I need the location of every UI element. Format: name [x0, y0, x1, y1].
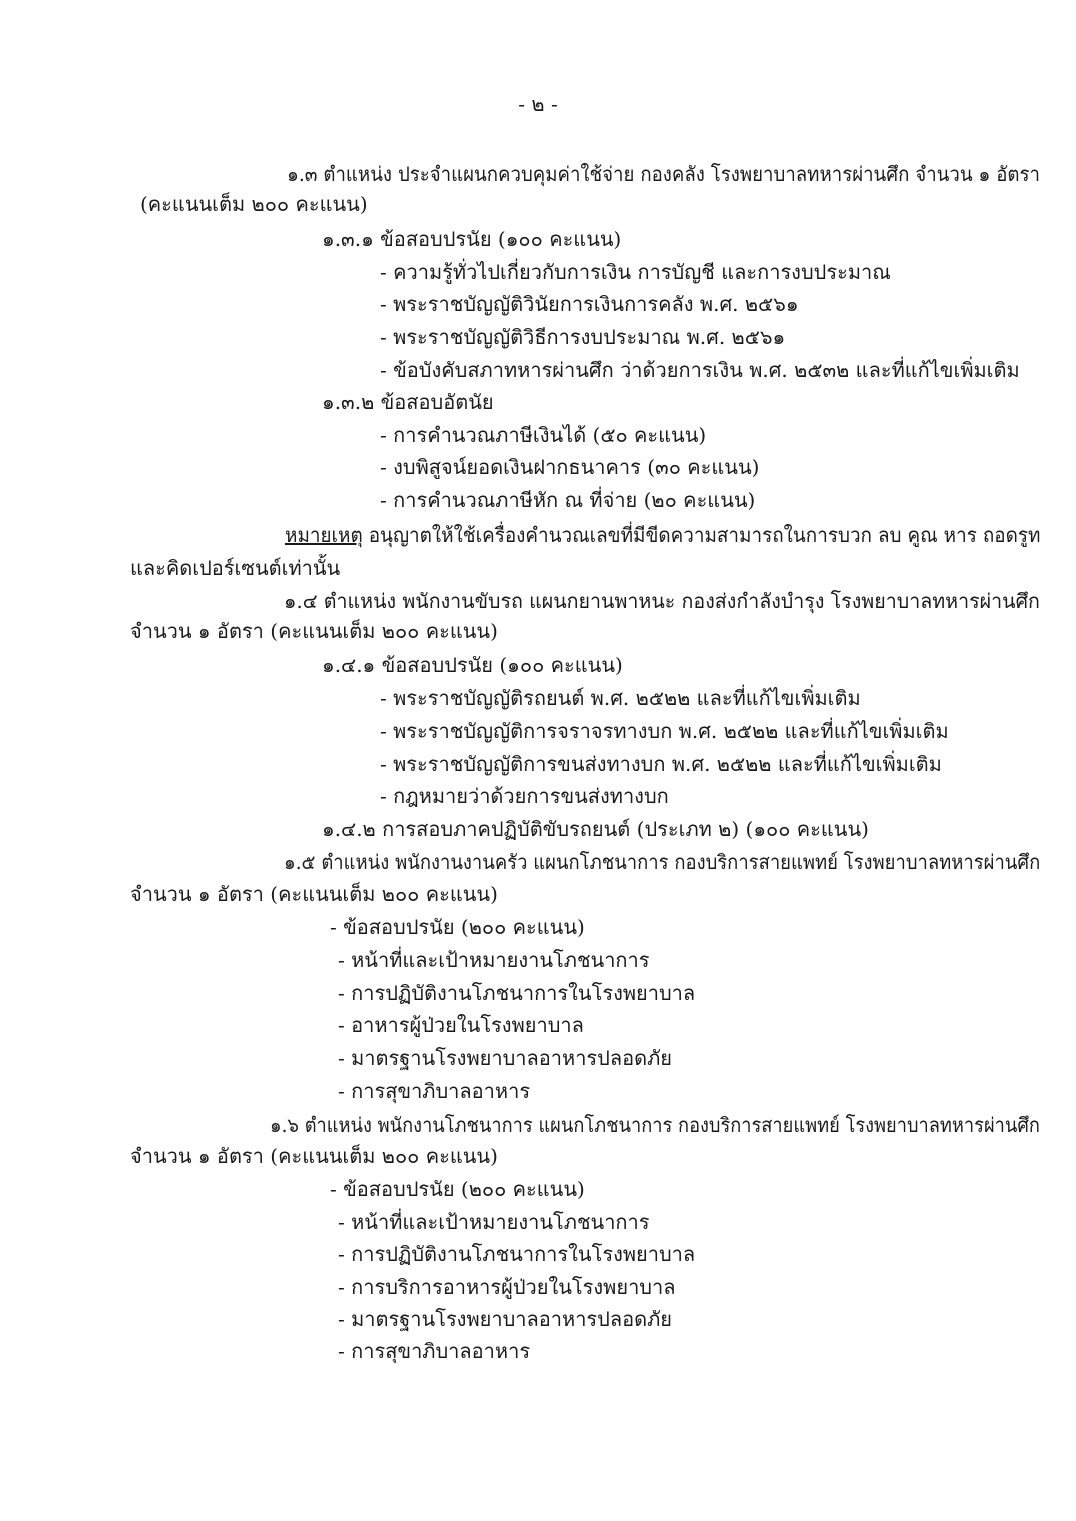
- sec16-subsection-1: - ข้อสอบปรนัย (๒๐๐ คะแนน): [330, 1177, 585, 1201]
- sec13-heading-cont: (คะแนนเต็ม ๒๐๐ คะแนน): [140, 192, 368, 216]
- sec15-heading: ๑.๕ ตำแหน่ง พนักงานงานครัว แผนกโภชนาการ กองบริการสายแพทย์ โรงพยาบาลทหารผ่านศึก: [284, 850, 1041, 874]
- list-item: - การสุขาภิบาลอาหาร: [338, 1339, 531, 1363]
- sec13-subsection-2: ๑.๓.๒ ข้อสอบอัตนัย: [322, 390, 494, 414]
- list-item: - ข้อบังคับสภาทหารผ่านศึก ว่าด้วยการเงิน พ.ศ. ๒๕๓๒ และที่แก้ไขเพิ่มเติม: [380, 358, 1020, 382]
- sec14-subsection-2: ๑.๔.๒ การสอบภาคปฏิบัติขับรถยนต์ (ประเภท ๒) (๑๐๐ คะแนน): [322, 817, 869, 841]
- sec13-subsection-1: ๑.๓.๑ ข้อสอบปรนัย (๑๐๐ คะแนน): [322, 227, 622, 251]
- note-line-cont: และคิดเปอร์เซนต์เท่านั้น: [130, 556, 341, 580]
- list-item: - การปฏิบัติงานโภชนาการในโรงพยาบาล: [338, 1242, 696, 1266]
- note-text: อนุญาตให้ใช้เครื่องคำนวณเลขที่มีขีดความสามารถในการบวก ลบ คูณ หาร ถอดรูท: [368, 523, 1041, 547]
- note-label: หมายเหตุ: [285, 523, 363, 547]
- list-item: - พระราชบัญญัติวินัยการเงินการคลัง พ.ศ. ๒๕๖๑: [380, 292, 799, 316]
- list-item: - งบพิสูจน์ยอดเงินฝากธนาคาร (๓๐ คะแนน): [380, 455, 760, 479]
- sec15-subsection-1: - ข้อสอบปรนัย (๒๐๐ คะแนน): [330, 915, 585, 939]
- list-item: - การสุขาภิบาลอาหาร: [338, 1079, 531, 1103]
- list-item: - หน้าที่และเป้าหมายงานโภชนาการ: [338, 948, 650, 972]
- page-number: - ๒ -: [518, 92, 558, 116]
- list-item: - พระราชบัญญัติรถยนต์ พ.ศ. ๒๕๒๒ และที่แก้ไขเพิ่มเติม: [380, 686, 861, 710]
- list-item: - พระราชบัญญัติการจราจรทางบก พ.ศ. ๒๕๒๒ และที่แก้ไขเพิ่มเติม: [380, 719, 949, 743]
- list-item: - พระราชบัญญัติการขนส่งทางบก พ.ศ. ๒๕๒๒ และที่แก้ไขเพิ่มเติม: [380, 752, 942, 776]
- list-item: - การคำนวณภาษีเงินได้ (๕๐ คะแนน): [380, 423, 707, 447]
- sec13-heading: ๑.๓ ตำแหน่ง ประจำแผนกควบคุมค่าใช้จ่าย กองคลัง โรงพยาบาลทหารผ่านศึก จำนวน ๑ อัตรา: [287, 162, 1040, 186]
- list-item: - มาตรฐานโรงพยาบาลอาหารปลอดภัย: [338, 1307, 673, 1331]
- sec14-subsection-1: ๑.๔.๑ ข้อสอบปรนัย (๑๐๐ คะแนน): [322, 653, 623, 677]
- list-item: - กฎหมายว่าด้วยการขนส่งทางบก: [380, 784, 669, 808]
- sec14-heading-cont: จำนวน ๑ อัตรา (คะแนนเต็ม ๒๐๐ คะแนน): [130, 619, 498, 643]
- sec14-heading: ๑.๔ ตำแหน่ง พนักงานขับรถ แผนกยานพาหนะ กองส่งกำลังบำรุง โรงพยาบาลทหารผ่านศึก: [284, 589, 1040, 613]
- note-line: [285, 521, 1040, 549]
- list-item: - การบริการอาหารผู้ป่วยในโรงพยาบาล: [338, 1275, 676, 1299]
- list-item: - การปฏิบัติงานโภชนาการในโรงพยาบาล: [338, 981, 696, 1005]
- list-item: - อาหารผู้ป่วยในโรงพยาบาล: [338, 1013, 584, 1037]
- list-item: - พระราชบัญญัติวิธีการงบประมาณ พ.ศ. ๒๕๖๑: [380, 325, 786, 349]
- list-item: - ความรู้ทั่วไปเกี่ยวกับการเงิน การบัญชี และการงบประมาณ: [380, 260, 891, 284]
- list-item: - หน้าที่และเป้าหมายงานโภชนาการ: [338, 1210, 650, 1234]
- sec16-heading: ๑.๖ ตำแหน่ง พนักงานโภชนาการ แผนกโภชนาการ กองบริการสายแพทย์ โรงพยาบาลทหารผ่านศึก: [270, 1113, 1040, 1137]
- sec15-heading-cont: จำนวน ๑ อัตรา (คะแนนเต็ม ๒๐๐ คะแนน): [130, 882, 498, 906]
- sec16-heading-cont: จำนวน ๑ อัตรา (คะแนนเต็ม ๒๐๐ คะแนน): [130, 1144, 498, 1168]
- list-item: - การคำนวณภาษีหัก ณ ที่จ่าย (๒๐ คะแนน): [380, 488, 756, 512]
- list-item: - มาตรฐานโรงพยาบาลอาหารปลอดภัย: [338, 1046, 673, 1070]
